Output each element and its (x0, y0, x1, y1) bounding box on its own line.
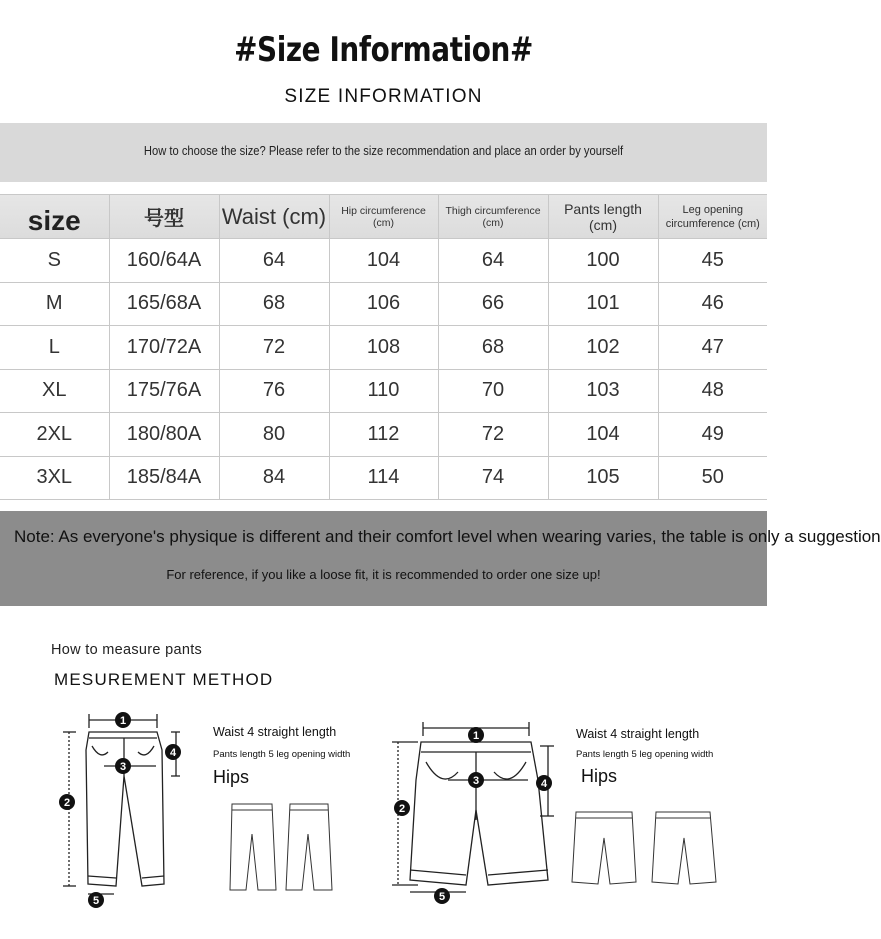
header-hip: Hip circumference (cm) (329, 195, 438, 239)
marker-3: 3 (472, 775, 480, 787)
cell-waist: 80 (219, 413, 329, 457)
note-band (0, 511, 881, 606)
how-to-measure-heading: How to measure pants (51, 642, 203, 658)
cell-thigh: 68 (438, 326, 548, 370)
legend-line-3-right: Hips (581, 766, 618, 786)
measurement-method-heading: MESUREMENT METHOD (54, 670, 274, 689)
cell-hip: 112 (329, 413, 438, 457)
cell-model: 170/72A (109, 326, 219, 370)
cell-pants-length: 104 (548, 413, 658, 457)
cell-size: 3XL (0, 456, 109, 500)
header-size: size (0, 195, 109, 239)
cell-size: S (0, 239, 109, 283)
cell-leg-opening: 50 (658, 456, 767, 500)
table-row (0, 282, 767, 326)
long-pants-diagram (52, 706, 192, 911)
table-row (0, 326, 767, 370)
cell-hip: 108 (329, 326, 438, 370)
cell-model: 180/80A (109, 413, 219, 457)
cell-waist: 72 (219, 326, 329, 370)
note-line-1: Note: As everyone's physique is different and their comfort level when wearing varies, the table is only a suggestion (14, 527, 881, 546)
cell-thigh: 74 (438, 456, 548, 500)
marker-2: 2 (398, 803, 406, 815)
table-row (0, 369, 767, 413)
cell-model: 185/84A (109, 456, 219, 500)
note-line-2: For reference, if you like a loose fit, it is recommended to order one size up! (166, 567, 601, 582)
cell-model: 165/68A (109, 282, 219, 326)
header-pants-length: Pants length (cm) (548, 195, 658, 239)
legend-line-2-right: Pants length 5 leg opening width (576, 749, 714, 760)
cell-pants-length: 101 (548, 282, 658, 326)
cell-thigh: 72 (438, 413, 548, 457)
page-title: #Size Information# (234, 30, 533, 70)
cell-leg-opening: 49 (658, 413, 767, 457)
marker-1: 1 (119, 715, 127, 727)
legend-line-1-left: Waist 4 straight length (213, 725, 337, 739)
long-pants-hips-sketch (228, 800, 338, 895)
marker-3: 3 (119, 761, 127, 773)
cell-size: L (0, 326, 109, 370)
cell-leg-opening: 47 (658, 326, 767, 370)
shorts-hips-sketch (570, 808, 730, 888)
guide-text: How to choose the size? Please refer to the size recommendation and place an order by yourself (143, 143, 624, 158)
cell-thigh: 66 (438, 282, 548, 326)
header-thigh: Thigh circumference (cm) (438, 195, 548, 239)
cell-hip: 114 (329, 456, 438, 500)
marker-5: 5 (438, 891, 446, 903)
cell-size: 2XL (0, 413, 109, 457)
header-model: 号型 (109, 195, 219, 239)
cell-waist: 84 (219, 456, 329, 500)
legend-line-3-left: Hips (213, 767, 250, 787)
cell-model: 160/64A (109, 239, 219, 283)
cell-leg-opening: 48 (658, 369, 767, 413)
marker-5: 5 (92, 895, 100, 907)
legend-line-2-left: Pants length 5 leg opening width (213, 749, 351, 760)
cell-hip: 104 (329, 239, 438, 283)
marker-2: 2 (63, 797, 71, 809)
cell-thigh: 64 (438, 239, 548, 283)
size-table (0, 194, 767, 500)
cell-size: M (0, 282, 109, 326)
cell-pants-length: 100 (548, 239, 658, 283)
table-row (0, 456, 767, 500)
marker-1: 1 (472, 730, 480, 742)
cell-hip: 106 (329, 282, 438, 326)
cell-waist: 64 (219, 239, 329, 283)
cell-leg-opening: 45 (658, 239, 767, 283)
marker-4: 4 (169, 747, 177, 759)
page-subtitle: SIZE INFORMATION (284, 86, 483, 107)
cell-waist: 76 (219, 369, 329, 413)
header-leg-opening: Leg opening circumference (cm) (658, 195, 767, 239)
table-row (0, 413, 767, 457)
table-row (0, 239, 767, 283)
cell-waist: 68 (219, 282, 329, 326)
header-waist: Waist (cm) (219, 195, 329, 239)
cell-pants-length: 105 (548, 456, 658, 500)
guide-band (0, 123, 767, 182)
cell-pants-length: 103 (548, 369, 658, 413)
shorts-diagram (388, 720, 563, 905)
cell-leg-opening: 46 (658, 282, 767, 326)
cell-pants-length: 102 (548, 326, 658, 370)
legend-line-1-right: Waist 4 straight length (576, 727, 700, 741)
cell-size: XL (0, 369, 109, 413)
cell-model: 175/76A (109, 369, 219, 413)
cell-hip: 110 (329, 369, 438, 413)
table-header-row (0, 195, 767, 239)
marker-4: 4 (540, 778, 548, 790)
cell-thigh: 70 (438, 369, 548, 413)
